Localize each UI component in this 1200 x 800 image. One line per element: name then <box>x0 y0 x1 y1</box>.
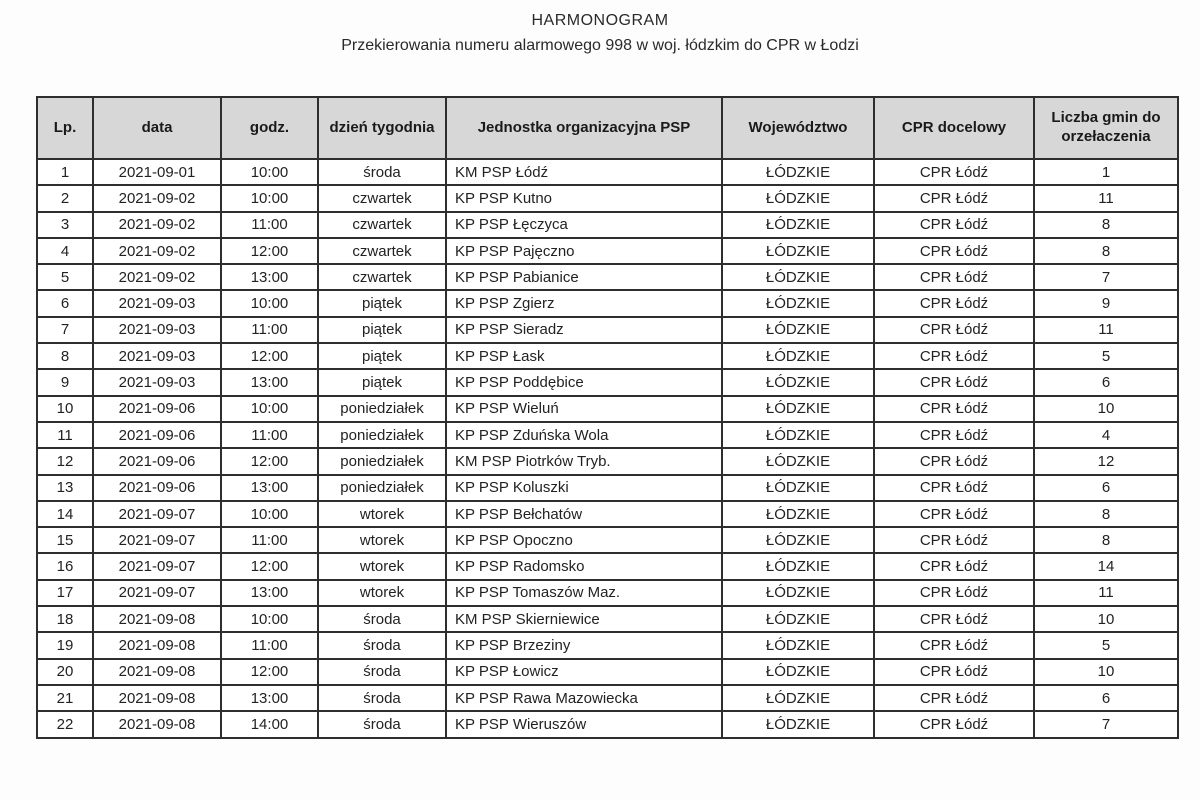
table-cell: 2021-09-03 <box>93 369 221 395</box>
table-cell: 2021-09-02 <box>93 238 221 264</box>
table-cell: czwartek <box>318 185 446 211</box>
table-cell: ŁÓDZKIE <box>722 659 874 685</box>
table-cell: 6 <box>37 290 93 316</box>
table-cell: KP PSP Pajęczno <box>446 238 722 264</box>
table-cell: KP PSP Radomsko <box>446 553 722 579</box>
table-cell: CPR Łódź <box>874 632 1034 658</box>
table-row <box>37 501 1178 527</box>
column-header: godz. <box>221 97 318 159</box>
page-subtitle: Przekierowania numeru alarmowego 998 w woj. łódzkim do CPR w Łodzi <box>341 37 859 54</box>
table-row <box>37 422 1178 448</box>
table-cell: 1 <box>1034 159 1178 185</box>
table-cell: 2021-09-06 <box>93 396 221 422</box>
table-cell: CPR Łódź <box>874 264 1034 290</box>
table-cell: 2021-09-03 <box>93 290 221 316</box>
table-cell: 11:00 <box>221 317 318 343</box>
table-cell: środa <box>318 632 446 658</box>
table-cell: 10:00 <box>221 159 318 185</box>
table-cell: 2021-09-06 <box>93 422 221 448</box>
table-cell: 2021-09-01 <box>93 159 221 185</box>
table-cell: środa <box>318 606 446 632</box>
table-cell: środa <box>318 659 446 685</box>
table-cell: wtorek <box>318 553 446 579</box>
table-cell: 13:00 <box>221 369 318 395</box>
table-cell: 16 <box>37 553 93 579</box>
table-cell: CPR Łódź <box>874 185 1034 211</box>
table-cell: ŁÓDZKIE <box>722 580 874 606</box>
table-cell: KM PSP Piotrków Tryb. <box>446 448 722 474</box>
table-cell: 11:00 <box>221 212 318 238</box>
table-cell: środa <box>318 711 446 737</box>
table-cell: ŁÓDZKIE <box>722 290 874 316</box>
table-cell: 10 <box>1034 606 1178 632</box>
table-cell: KP PSP Wieruszów <box>446 711 722 737</box>
table-cell: KP PSP Kutno <box>446 185 722 211</box>
table-row <box>37 685 1178 711</box>
table-cell: 7 <box>1034 711 1178 737</box>
table-cell: KP PSP Bełchatów <box>446 501 722 527</box>
column-header: data <box>93 97 221 159</box>
table-row <box>37 290 1178 316</box>
table-cell: 14:00 <box>221 711 318 737</box>
table-cell: 10 <box>37 396 93 422</box>
table-cell: 20 <box>37 659 93 685</box>
table-cell: CPR Łódź <box>874 290 1034 316</box>
table-cell: KP PSP Sieradz <box>446 317 722 343</box>
table-row <box>37 527 1178 553</box>
table-cell: ŁÓDZKIE <box>722 527 874 553</box>
table-cell: 5 <box>1034 632 1178 658</box>
table-cell: 13:00 <box>221 685 318 711</box>
table-cell: 11 <box>1034 317 1178 343</box>
table-cell: 10:00 <box>221 501 318 527</box>
table-cell: 8 <box>1034 212 1178 238</box>
table-cell: 2021-09-08 <box>93 606 221 632</box>
table-cell: 6 <box>1034 685 1178 711</box>
table-cell: KP PSP Wieluń <box>446 396 722 422</box>
table-cell: 2021-09-02 <box>93 212 221 238</box>
table-cell: CPR Łódź <box>874 553 1034 579</box>
table-cell: 2021-09-02 <box>93 264 221 290</box>
table-cell: KP PSP Brzeziny <box>446 632 722 658</box>
table-cell: czwartek <box>318 238 446 264</box>
table-cell: 8 <box>1034 527 1178 553</box>
table-cell: piątek <box>318 317 446 343</box>
table-cell: CPR Łódź <box>874 475 1034 501</box>
table-cell: 2021-09-02 <box>93 185 221 211</box>
table-cell: ŁÓDZKIE <box>722 475 874 501</box>
table-cell: KP PSP Poddębice <box>446 369 722 395</box>
table-cell: 2021-09-08 <box>93 685 221 711</box>
column-header: dzień tygodnia <box>318 97 446 159</box>
table-row <box>37 448 1178 474</box>
table-row <box>37 264 1178 290</box>
column-header: Województwo <box>722 97 874 159</box>
table-cell: 5 <box>37 264 93 290</box>
table-cell: 2021-09-08 <box>93 711 221 737</box>
table-cell: KP PSP Opoczno <box>446 527 722 553</box>
table-cell: KP PSP Łask <box>446 343 722 369</box>
table-cell: CPR Łódź <box>874 527 1034 553</box>
table-row <box>37 185 1178 211</box>
table-cell: KP PSP Koluszki <box>446 475 722 501</box>
table-cell: CPR Łódź <box>874 159 1034 185</box>
table-row <box>37 396 1178 422</box>
table-cell: środa <box>318 159 446 185</box>
table-cell: ŁÓDZKIE <box>722 159 874 185</box>
table-cell: 22 <box>37 711 93 737</box>
table-cell: 10 <box>1034 659 1178 685</box>
table-cell: 11:00 <box>221 527 318 553</box>
table-cell: 12:00 <box>221 553 318 579</box>
table-cell: 2021-09-08 <box>93 632 221 658</box>
table-cell: wtorek <box>318 501 446 527</box>
table-cell: CPR Łódź <box>874 685 1034 711</box>
table-cell: 12 <box>1034 448 1178 474</box>
table-cell: piątek <box>318 343 446 369</box>
table-row <box>37 369 1178 395</box>
table-cell: 2021-09-07 <box>93 580 221 606</box>
table-body <box>37 159 1178 738</box>
table-cell: ŁÓDZKIE <box>722 553 874 579</box>
table-cell: 13:00 <box>221 580 318 606</box>
table-cell: poniedziałek <box>318 422 446 448</box>
table-cell: 3 <box>37 212 93 238</box>
table-cell: 12:00 <box>221 343 318 369</box>
table-cell: 11:00 <box>221 632 318 658</box>
table-cell: 2021-09-06 <box>93 475 221 501</box>
table-cell: KP PSP Zgierz <box>446 290 722 316</box>
table-cell: 14 <box>1034 553 1178 579</box>
table-cell: 8 <box>1034 238 1178 264</box>
table-cell: 19 <box>37 632 93 658</box>
table-cell: CPR Łódź <box>874 343 1034 369</box>
table-cell: 10:00 <box>221 290 318 316</box>
table-cell: 13 <box>37 475 93 501</box>
table-cell: 12:00 <box>221 448 318 474</box>
table-cell: ŁÓDZKIE <box>722 238 874 264</box>
table-cell: 15 <box>37 527 93 553</box>
table-cell: czwartek <box>318 264 446 290</box>
table-cell: 8 <box>1034 501 1178 527</box>
table-cell: CPR Łódź <box>874 580 1034 606</box>
table-cell: CPR Łódź <box>874 448 1034 474</box>
table-cell: 6 <box>1034 475 1178 501</box>
table-cell: poniedziałek <box>318 396 446 422</box>
table-cell: CPR Łódź <box>874 238 1034 264</box>
table-cell: KP PSP Rawa Mazowiecka <box>446 685 722 711</box>
table-cell: KP PSP Łowicz <box>446 659 722 685</box>
table-cell: CPR Łódź <box>874 606 1034 632</box>
page-title: HARMONOGRAM <box>531 12 669 29</box>
table-cell: CPR Łódź <box>874 396 1034 422</box>
table-cell: ŁÓDZKIE <box>722 212 874 238</box>
table-cell: 1 <box>37 159 93 185</box>
table-cell: CPR Łódź <box>874 501 1034 527</box>
table-cell: CPR Łódź <box>874 659 1034 685</box>
table-cell: 11 <box>1034 580 1178 606</box>
table-cell: 18 <box>37 606 93 632</box>
table-cell: 2021-09-03 <box>93 317 221 343</box>
table-cell: czwartek <box>318 212 446 238</box>
table-header-row <box>37 97 1178 159</box>
table-cell: 7 <box>37 317 93 343</box>
table-cell: 12:00 <box>221 238 318 264</box>
table-cell: CPR Łódź <box>874 212 1034 238</box>
table-cell: 13:00 <box>221 475 318 501</box>
column-header: Liczba gmin do orzełaczenia <box>1034 97 1178 159</box>
column-header: CPR docelowy <box>874 97 1034 159</box>
table-cell: wtorek <box>318 527 446 553</box>
table-cell: ŁÓDZKIE <box>722 685 874 711</box>
table-cell: 2021-09-06 <box>93 448 221 474</box>
document-header <box>0 12 1200 55</box>
table-cell: 4 <box>1034 422 1178 448</box>
table-cell: ŁÓDZKIE <box>722 711 874 737</box>
table-row <box>37 659 1178 685</box>
table-cell: ŁÓDZKIE <box>722 632 874 658</box>
table-cell: 5 <box>1034 343 1178 369</box>
table-row <box>37 553 1178 579</box>
table-cell: KP PSP Zduńska Wola <box>446 422 722 448</box>
table-cell: 17 <box>37 580 93 606</box>
table-cell: ŁÓDZKIE <box>722 448 874 474</box>
table-cell: 21 <box>37 685 93 711</box>
column-header: Lp. <box>37 97 93 159</box>
table-row <box>37 711 1178 737</box>
table-cell: ŁÓDZKIE <box>722 264 874 290</box>
table-cell: 10 <box>1034 396 1178 422</box>
table-cell: KP PSP Łęczyca <box>446 212 722 238</box>
table-row <box>37 159 1178 185</box>
table-row <box>37 475 1178 501</box>
table-cell: CPR Łódź <box>874 369 1034 395</box>
table-row <box>37 317 1178 343</box>
table-cell: 10:00 <box>221 606 318 632</box>
table-cell: ŁÓDZKIE <box>722 317 874 343</box>
schedule-table <box>36 96 1179 739</box>
table-cell: 2 <box>37 185 93 211</box>
table-cell: piątek <box>318 369 446 395</box>
table-cell: 10:00 <box>221 185 318 211</box>
table-cell: 2021-09-07 <box>93 527 221 553</box>
table-row <box>37 606 1178 632</box>
table-cell: ŁÓDZKIE <box>722 396 874 422</box>
table-row <box>37 212 1178 238</box>
table-cell: 13:00 <box>221 264 318 290</box>
table-cell: 11 <box>1034 185 1178 211</box>
table-row <box>37 580 1178 606</box>
table-cell: KM PSP Skierniewice <box>446 606 722 632</box>
column-header: Jednostka organizacyjna PSP <box>446 97 722 159</box>
table-row <box>37 343 1178 369</box>
table-cell: 4 <box>37 238 93 264</box>
table-cell: KM PSP Łódź <box>446 159 722 185</box>
table-cell: 6 <box>1034 369 1178 395</box>
table-cell: KP PSP Pabianice <box>446 264 722 290</box>
table-cell: środa <box>318 685 446 711</box>
table-cell: wtorek <box>318 580 446 606</box>
table-cell: CPR Łódź <box>874 422 1034 448</box>
table-cell: poniedziałek <box>318 475 446 501</box>
table-cell: 2021-09-07 <box>93 501 221 527</box>
table-cell: ŁÓDZKIE <box>722 501 874 527</box>
table-cell: ŁÓDZKIE <box>722 185 874 211</box>
table-cell: 11 <box>37 422 93 448</box>
table-cell: KP PSP Tomaszów Maz. <box>446 580 722 606</box>
table-cell: 2021-09-08 <box>93 659 221 685</box>
table-cell: 9 <box>37 369 93 395</box>
table-cell: ŁÓDZKIE <box>722 422 874 448</box>
table-cell: CPR Łódź <box>874 711 1034 737</box>
table-cell: 14 <box>37 501 93 527</box>
table-cell: ŁÓDZKIE <box>722 606 874 632</box>
table-cell: 7 <box>1034 264 1178 290</box>
table-row <box>37 632 1178 658</box>
table-row <box>37 238 1178 264</box>
table-cell: 9 <box>1034 290 1178 316</box>
table-cell: 12:00 <box>221 659 318 685</box>
table-cell: 12 <box>37 448 93 474</box>
table-cell: 10:00 <box>221 396 318 422</box>
table-cell: poniedziałek <box>318 448 446 474</box>
table-cell: CPR Łódź <box>874 317 1034 343</box>
table-cell: 11:00 <box>221 422 318 448</box>
table-cell: 2021-09-07 <box>93 553 221 579</box>
table-cell: ŁÓDZKIE <box>722 369 874 395</box>
table-cell: ŁÓDZKIE <box>722 343 874 369</box>
table-cell: 8 <box>37 343 93 369</box>
table-cell: piątek <box>318 290 446 316</box>
table-cell: 2021-09-03 <box>93 343 221 369</box>
